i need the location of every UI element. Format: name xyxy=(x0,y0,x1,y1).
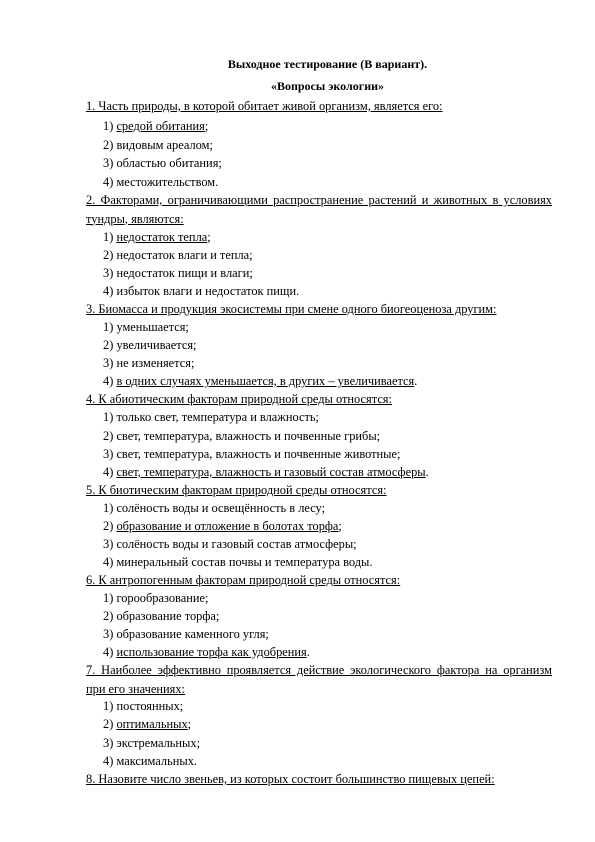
answer-option: 4) максимальных. xyxy=(103,754,197,768)
answer-option: 4) в одних случаях уменьшается, в других – увеличивается. xyxy=(103,374,418,388)
question-7: 7. Наиболее эффективно проявляется действие экологического фактора на организм при его значениях: xyxy=(86,663,552,696)
answer-option: 1) только свет, температура и влажность; xyxy=(103,410,319,424)
answer-option: 1) горообразование; xyxy=(103,591,209,605)
answer-option: 3) экстремальных; xyxy=(103,736,201,750)
answer-option: 1) недостаток тепла; xyxy=(103,230,211,244)
correct-answer: свет, температура, влажность и газовый состав атмосферы xyxy=(116,465,426,479)
answer-option: 4) избыток влаги и недостаток пищи. xyxy=(103,284,300,298)
question-3: 3. Биомасса и продукция экосистемы при смене одного биогеоценоза другим: xyxy=(86,302,497,316)
answer-option: 2) недостаток влаги и тепла; xyxy=(103,248,253,262)
answer-option: 4) местожительством. xyxy=(103,175,219,189)
correct-answer: оптимальных xyxy=(116,717,188,731)
answer-option: 2) образование торфа; xyxy=(103,609,220,623)
page-title: Выходное тестирование (В вариант). xyxy=(227,57,428,71)
answer-option: 1) уменьшается; xyxy=(103,320,189,334)
question-5: 5. К биотическим факторам природной среды относятся: xyxy=(86,483,387,497)
answer-option: 3) недостаток пищи и влаги; xyxy=(103,266,253,280)
answer-option: 1) постоянных; xyxy=(103,699,184,713)
question-6: 6. К антропогенным факторам природной среды относятся: xyxy=(86,573,401,587)
correct-answer: использование торфа как удобрения xyxy=(116,645,307,659)
answer-option: 4) использование торфа как удобрения. xyxy=(103,645,310,659)
answer-option: 1) средой обитания; xyxy=(103,119,209,133)
answer-option: 2) увеличивается; xyxy=(103,338,197,352)
answer-option: 1) солёность воды и освещённость в лесу; xyxy=(103,501,326,515)
correct-answer: в одних случаях уменьшается, в других – увеличивается xyxy=(116,374,415,388)
answer-option: 4) минеральный состав почвы и температура воды. xyxy=(103,555,373,569)
question-1: 1. Часть природы, в которой обитает живой организм, является его: xyxy=(86,99,443,113)
answer-option: 2) видовым ареалом; xyxy=(103,138,213,152)
answer-option: 2) свет, температура, влажность и почвенные грибы; xyxy=(103,429,381,443)
correct-answer: недостаток тепла xyxy=(116,230,208,244)
answer-option: 3) не изменяется; xyxy=(103,356,195,370)
question-2: 2. Факторами, ограничивающими распространение растений и животных в условиях тундры, являются: xyxy=(86,193,552,226)
answer-option: 2) образование и отложение в болотах торфа; xyxy=(103,519,342,533)
answer-option: 3) солёность воды и газовый состав атмосферы; xyxy=(103,537,357,551)
answer-option: 2) оптимальных; xyxy=(103,717,192,731)
question-8: 8. Назовите число звеньев, из которых состоит большинство пищевых цепей: xyxy=(86,772,495,786)
answer-option: 3) образование каменного угля; xyxy=(103,627,269,641)
answer-option: 3) областью обитания; xyxy=(103,156,222,170)
correct-answer: образование и отложение в болотах торфа xyxy=(116,519,339,533)
question-4: 4. К абиотическим факторам природной среды относятся: xyxy=(86,392,392,406)
page-subtitle: «Вопросы экологии» xyxy=(270,79,385,93)
answer-option: 4) свет, температура, влажность и газовый состав атмосферы. xyxy=(103,465,429,479)
correct-answer: средой обитания xyxy=(116,119,205,133)
answer-option: 3) свет, температура, влажность и почвенные животные; xyxy=(103,447,401,461)
